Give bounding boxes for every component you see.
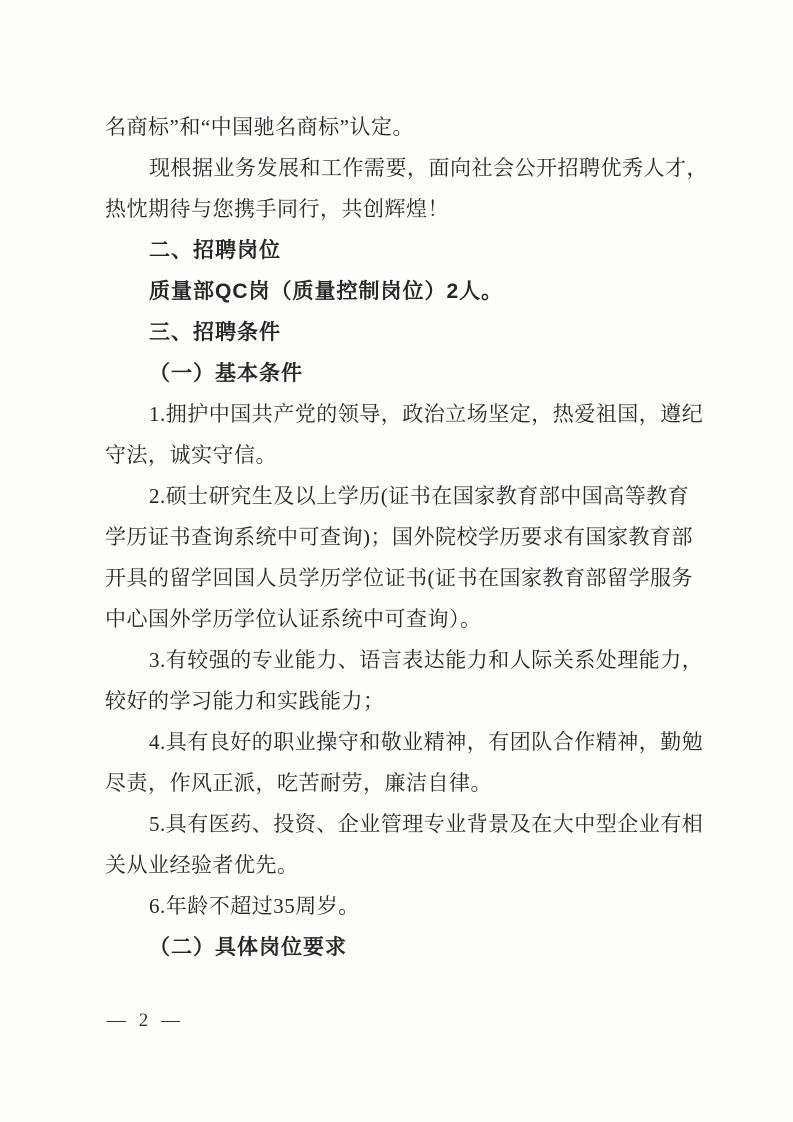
text-line: 4.具有良好的职业操守和敬业精神，有团队合作精神，勤勉 [149, 730, 704, 754]
text-line: 关从业经验者优先。 [105, 853, 299, 877]
text-line: 守法，诚实守信。 [105, 443, 277, 467]
text-line: 尽责，作风正派，吃苦耐劳，廉洁自律。 [105, 771, 492, 795]
text-line: 名商标”和“中国驰名商标”认定。 [105, 115, 414, 139]
text-line: 3.有较强的专业能力、语言表达能力和人际关系处理能力， [149, 648, 704, 672]
text-line: 二、招聘岗位 [149, 239, 281, 262]
text-line: （一）基本条件 [149, 362, 303, 385]
page-number: — 2 — [107, 1010, 184, 1031]
text-line: 现根据业务发展和工作需要，面向社会公开招聘优秀人才， [149, 156, 708, 180]
text-line: 三、招聘条件 [149, 321, 281, 344]
text-line: 1.拥护中国共产党的领导，政治立场坚定，热爱祖国，遵纪 [149, 402, 704, 426]
text-line: 中心国外学历学位认证系统中可查询）。 [105, 607, 482, 631]
text-line: 热忱期待与您携手同行，共创辉煌！ [105, 197, 449, 221]
text-line: 学历证书查询系统中可查询)；国外院校学历要求有国家教育部 [105, 525, 693, 549]
text-line: 开具的留学回国人员学历学位证书(证书在国家教育部留学服务 [105, 566, 693, 590]
text-line: （二）具体岗位要求 [149, 936, 347, 959]
document-body [105, 107, 717, 968]
text-line: 5.具有医药、投资、企业管理专业背景及在大中型企业有相 [149, 812, 704, 836]
text-line: 2.硕士研究生及以上学历(证书在国家教育部中国高等教育 [149, 484, 690, 508]
text-line: 6.年龄不超过35周岁。 [149, 894, 360, 918]
text-line: 质量部QC岗（质量控制岗位）2人。 [149, 280, 504, 303]
text-line: 较好的学习能力和实践能力； [105, 689, 385, 713]
